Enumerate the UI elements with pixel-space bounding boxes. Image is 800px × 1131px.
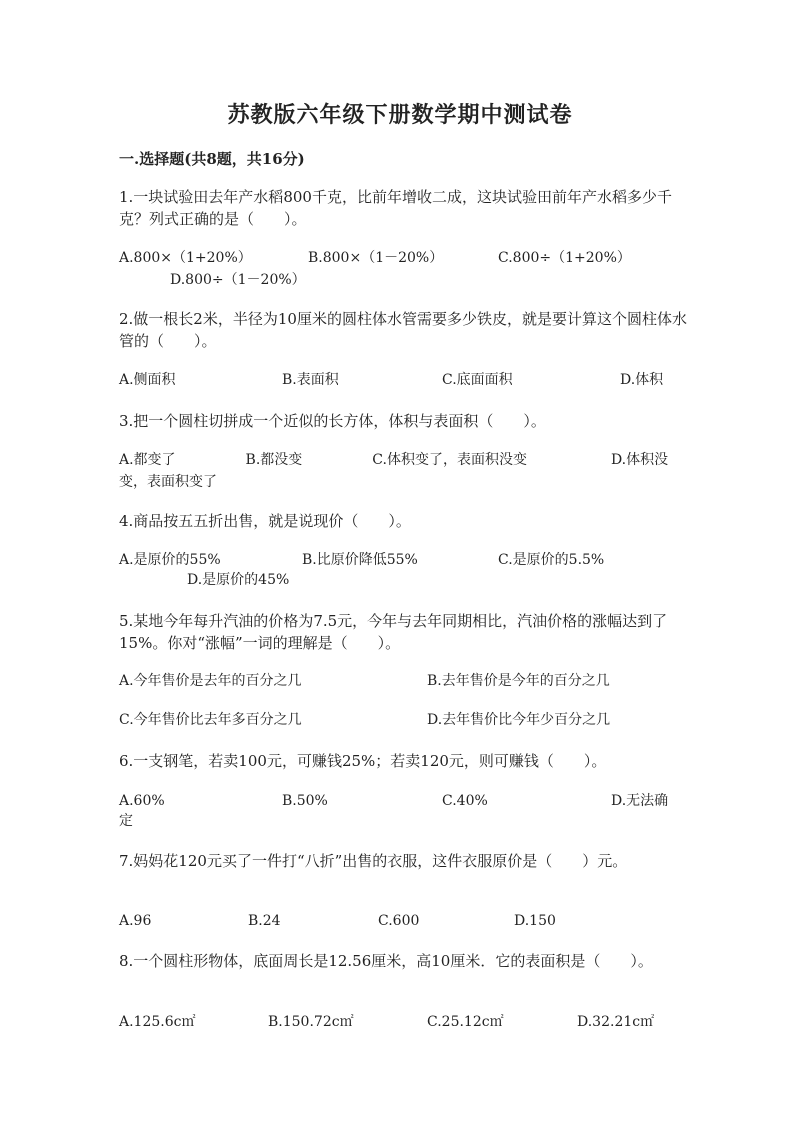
q8-option-b[interactable]: B.150.72c㎡ (268, 1014, 354, 1030)
page-title: 苏教版六年级下册数学期中测试卷 (227, 102, 573, 128)
q1-option-b[interactable]: B.800×（1－20%） (308, 250, 444, 266)
question-5: 5.某地今年每升汽油的价格为7.5元，今年与去年同期相比，汽油价格的涨幅达到了15%。你对“涨幅”一词的理解是（ ）。 (119, 612, 668, 652)
q1-option-d[interactable]: D.800÷（1－20%） (170, 272, 306, 288)
q5-option-a[interactable]: A.今年售价是去年的百分之几 (119, 673, 302, 689)
question-7: 7.妈妈花120元买了一件打“八折”出售的衣服，这件衣服原价是（ ）元。 (119, 852, 628, 870)
question-3: 3.把一个圆柱切拼成一个近似的长方体，体积与表面积（ ）。 (119, 412, 546, 430)
q3-options[interactable]: A.都变了 B.都没变 C.体积变了，表面积没变 D.体积没变，表面积变了 (119, 452, 669, 490)
question-8: 8.一个圆柱形物体，底面周长是12.56厘米，高10厘米．它的表面积是（ ）。 (119, 952, 653, 970)
q8-option-c[interactable]: C.25.12c㎡ (427, 1014, 504, 1030)
q6-option-a[interactable]: A.60% (119, 793, 165, 809)
q2-option-c[interactable]: C.底面面积 (442, 372, 513, 388)
q6-option-d[interactable]: D.无法确 (611, 793, 669, 809)
q8-option-d[interactable]: D.32.21c㎡ (577, 1014, 655, 1030)
question-4: 4.商品按五五折出售，就是说现价（ ）。 (119, 512, 411, 530)
q1-option-a[interactable]: A.800×（1+20%） (119, 250, 252, 266)
q6-option-b[interactable]: B.50% (282, 793, 328, 809)
question-6: 6.一支钢笔，若卖100元，可赚钱25%；若卖120元，则可赚钱（ ）。 (119, 752, 607, 770)
q1-option-c[interactable]: C.800÷（1+20%） (498, 250, 631, 266)
q6-option-c[interactable]: C.40% (442, 793, 488, 809)
q6-option-d-continued: 定 (119, 813, 133, 829)
q2-option-d[interactable]: D.体积 (620, 372, 664, 388)
q4-option-b[interactable]: B.比原价降低55% (302, 552, 418, 568)
q2-option-a[interactable]: A.侧面积 (119, 372, 176, 388)
question-1: 1.一块试验田去年产水稻800千克，比前年增收二成，这块试验田前年产水稻多少千克？列式正确的是（ ）。 (119, 188, 672, 228)
q5-option-d[interactable]: D.去年售价比今年少百分之几 (427, 712, 611, 728)
q5-option-c[interactable]: C.今年售价比去年多百分之几 (119, 712, 302, 728)
question-2: 2.做一根长2米，半径为10厘米的圆柱体水管需要多少铁皮，就是要计算这个圆柱体水管的（ ）。 (119, 310, 687, 350)
q7-option-b[interactable]: B.24 (248, 913, 281, 929)
q4-option-d[interactable]: D.是原价的45% (187, 572, 290, 588)
q7-option-a[interactable]: A.96 (119, 913, 152, 929)
q5-option-b[interactable]: B.去年售价是今年的百分之几 (427, 673, 610, 689)
q7-option-d[interactable]: D.150 (514, 913, 556, 929)
q8-option-a[interactable]: A.125.6c㎡ (119, 1014, 196, 1030)
q2-option-b[interactable]: B.表面积 (282, 372, 339, 388)
section-heading: 一.选择题(共8题，共16分) (119, 150, 305, 168)
q4-option-a[interactable]: A.是原价的55% (119, 552, 221, 568)
q4-option-c[interactable]: C.是原价的5.5% (498, 552, 605, 568)
q7-option-c[interactable]: C.600 (378, 913, 420, 929)
